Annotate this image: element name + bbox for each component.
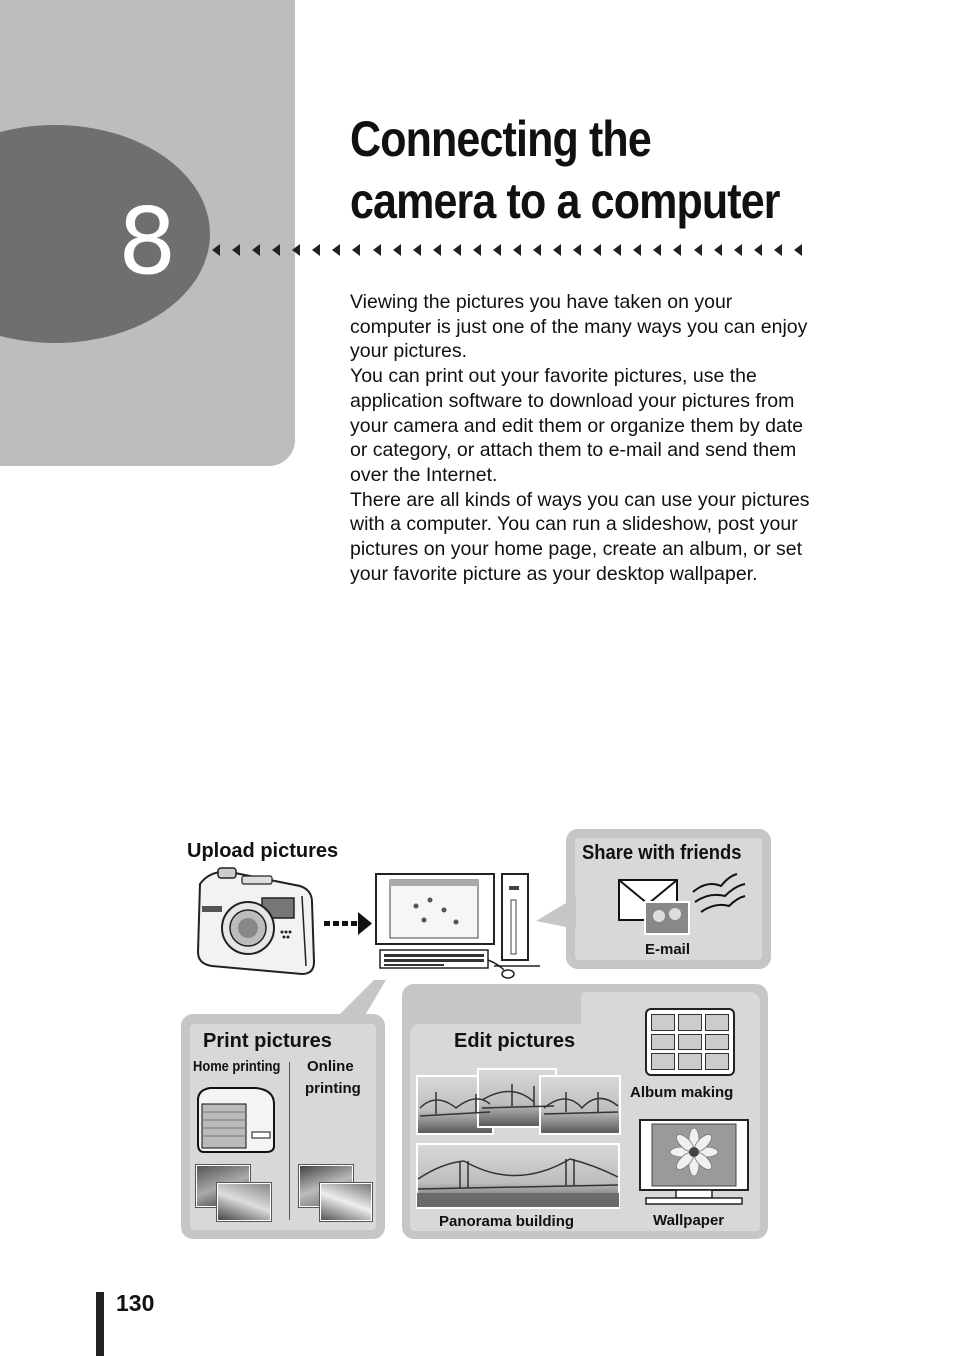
album-grid-icon [645,1008,735,1076]
chapter-title [350,108,780,232]
edit-pictures-label: Edit pictures [454,1030,576,1052]
rule-triangle [513,244,521,256]
intro-paragraph-1: Viewing the pictures you have taken on your computer is just one of the many ways you can enjoy your pictures. [350,291,808,363]
page-number-bar [96,1292,104,1356]
home-print-photo-2 [217,1183,271,1221]
rule-triangle [473,244,481,256]
rule-triangle [232,244,240,256]
rule-triangle [694,244,702,256]
printer-icon [194,1084,278,1156]
upload-pictures-label: Upload pictures [187,840,339,862]
chapter-number: 8 [118,188,177,295]
rule-triangle [714,244,722,256]
rule-triangle [573,244,581,256]
computer-icon [372,870,542,982]
panorama-building-label: Panorama building [439,1213,575,1230]
camera-icon [190,866,320,980]
rule-triangle [754,244,762,256]
page-number: 130 [116,1290,155,1316]
rule-triangle [212,244,220,256]
rule-triangle [593,244,601,256]
rule-triangle [272,244,280,256]
rule-triangle [453,244,461,256]
rule-triangle [653,244,661,256]
panorama-result-photo [416,1143,620,1209]
rule-triangle [633,244,641,256]
intro-paragraph-2: You can print out your favorite pictures, use the application software to download your pictures from your camera and edit them or organize them by date or category, or attach them to e-mail and send them over the Internet. [350,365,804,486]
rule-triangle [493,244,501,256]
chapter-title-line1: Connecting the [350,111,651,167]
intro-text [350,290,810,586]
rule-triangle [734,244,742,256]
share-with-friends-label: Share with friends [582,842,742,864]
rule-triangle [673,244,681,256]
rule-triangle [393,244,401,256]
rule-triangle [413,244,421,256]
rule-triangle [533,244,541,256]
intro-paragraph-3: There are all kinds of ways you can use your pictures with a computer. You can run a slideshow, post your pictures on your home page, create an album, or set your favorite picture as your desktop wallpaper. [350,488,810,585]
rule-triangle [433,244,441,256]
rule-triangle [312,244,320,256]
email-envelope-icon [617,872,749,936]
share-callout-pointer [536,895,582,931]
rule-triangle [553,244,561,256]
rule-triangle [292,244,300,256]
transfer-arrow-icon [322,908,374,940]
panorama-source-photos [416,1068,622,1136]
rule-triangle [352,244,360,256]
home-printing-label: Home printing [193,1058,281,1075]
email-label: E-mail [645,941,691,958]
print-pictures-label: Print pictures [203,1030,332,1052]
rule-triangle [332,244,340,256]
online-printing-label-line1: Online [307,1058,354,1075]
album-making-label: Album making [630,1084,734,1101]
rule-triangle [613,244,621,256]
title-rule [212,241,802,259]
wallpaper-label: Wallpaper [653,1212,725,1229]
rule-triangle [252,244,260,256]
online-printing-label-line2: printing [305,1080,361,1097]
rule-triangle [794,244,802,256]
rule-triangle [774,244,782,256]
wallpaper-monitor-icon [636,1118,752,1208]
online-print-photo-2 [320,1183,372,1221]
chapter-title-line2: camera to a computer [350,173,780,229]
print-divider [289,1062,290,1220]
rule-triangle [373,244,381,256]
